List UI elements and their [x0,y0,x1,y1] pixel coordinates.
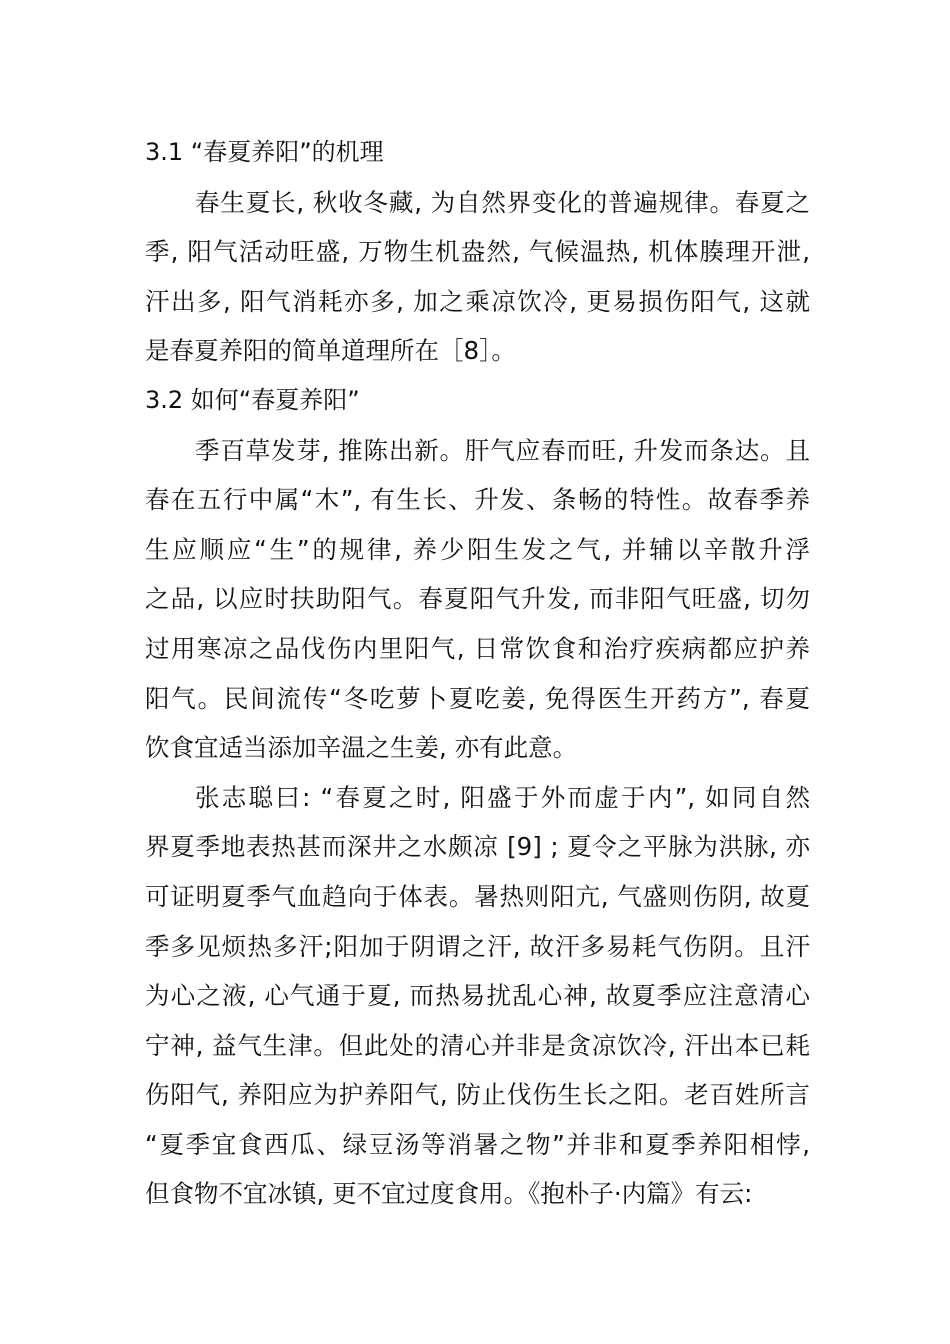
text-line: 春在五行中属“木”, 有生长、升发、条畅的特性。故春季养 [145,485,810,515]
text-line: 过用寒凉之品伐伤内里阳气, 日常饮食和治疗疾病都应护养 [145,633,810,663]
paragraph-3-2-summer [145,773,810,1219]
paragraph-3-2-spring [145,426,810,773]
text-line: “夏季宜食西瓜、绿豆汤等消暑之物”并非和夏季养阳相悖, [145,1129,810,1159]
text-line: 是春夏养阳的简单道理所在［8］。 [145,336,516,366]
text-line: 但食物不宜冰镇, 更不宜过度食用。《抱朴子·内篇》有云: [145,1179,753,1209]
paragraph-3-1-mechanism [145,178,810,376]
text-line: 季多见烦热多汗;阳加于阴谓之汗, 故汗多易耗气伤阴。且汗 [145,931,810,961]
text-line: 张志聪曰: “春夏之时, 阳盛于外而虚于内”, 如同自然 [195,782,810,812]
text-line: 宁神, 益气生津。但此处的清心并非是贪凉饮冷, 汗出本已耗 [145,1030,810,1060]
section-heading-3-1: 3.1 “春夏养阳”的机理 [145,138,384,166]
text-line: 可证明夏季气血趋向于体表。暑热则阳亢, 气盛则伤阴, 故夏 [145,881,810,911]
text-line: 春生夏长, 秋收冬藏, 为自然界变化的普遍规律。春夏之 [195,187,810,217]
text-line: 季, 阳气活动旺盛, 万物生机盎然, 气候温热, 机体腠理开泄, [145,237,810,267]
text-line: 季百草发芽, 推陈出新。肝气应春而旺, 升发而条达。且 [195,435,810,465]
text-line: 为心之液, 心气通于夏, 而热易扰乱心神, 故夏季应注意清心 [145,981,810,1011]
text-line: 之品, 以应时扶助阳气。春夏阳气升发, 而非阳气旺盛, 切勿 [145,584,810,614]
text-line: 生应顺应“生”的规律, 养少阳生发之气, 并辅以辛散升浮 [145,534,810,564]
text-line: 阳气。民间流传“冬吃萝卜夏吃姜, 免得医生开药方”, 春夏 [145,683,810,713]
document-body [145,128,810,1219]
text-line: 饮食宜适当添加辛温之生姜, 亦有此意。 [145,733,578,763]
text-line: 伤阳气, 养阳应为护养阳气, 防止伐伤生长之阳。老百姓所言 [145,1080,810,1110]
section-heading-3-2: 3.2 如何“春夏养阳” [145,385,360,414]
text-line: 界夏季地表热甚而深井之水颇凉 [9] ; 夏令之平脉为洪脉, 亦 [145,832,810,862]
text-line: 汗出多, 阳气消耗亦多, 加之乘凉饮冷, 更易损伤阳气, 这就 [145,286,810,316]
